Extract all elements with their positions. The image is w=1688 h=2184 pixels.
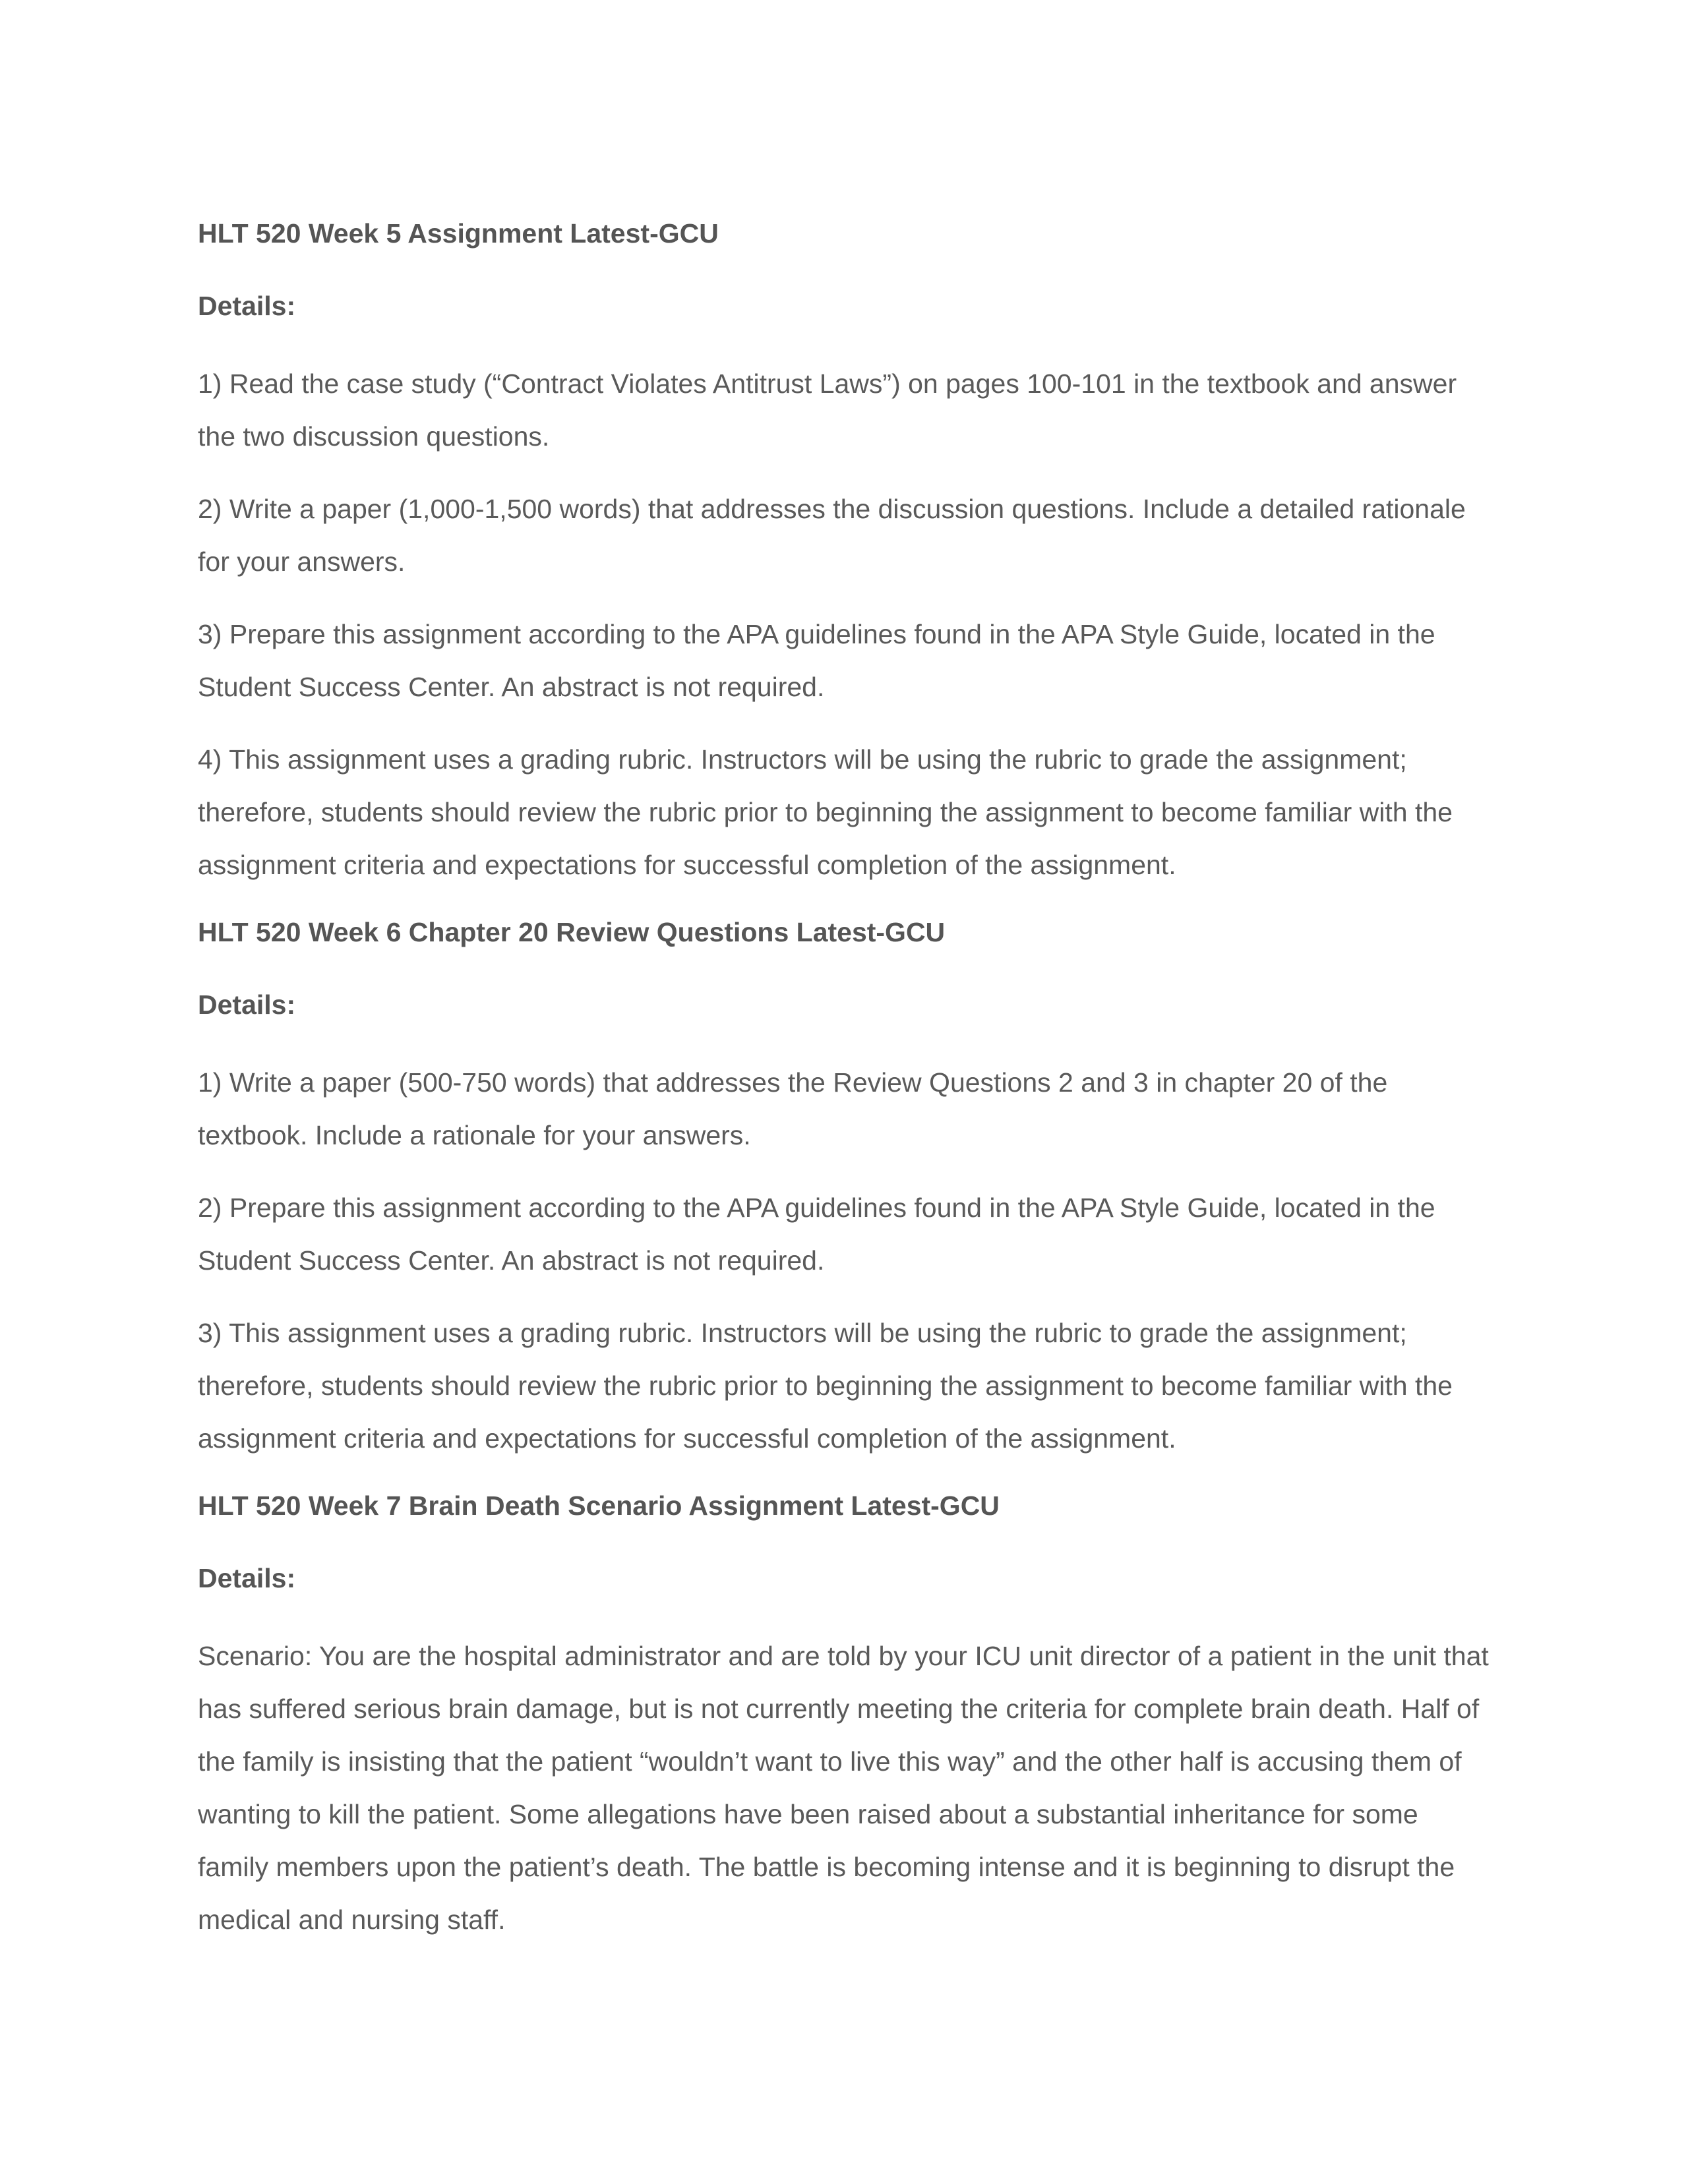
section-heading: HLT 520 Week 7 Brain Death Scenario Assignment Latest-GCU [198,1490,1000,1521]
paragraph: 1) Write a paper (500-750 words) that addresses the Review Questions 2 and 3 in chapter 20 of the textbook. Include a rationale for your answers. [198,1067,1388,1150]
paragraph: 4) This assignment uses a grading rubric. Instructors will be using the rubric to grade the assignment; therefore, students should review the rubric prior to beginning the assignment to become familiar with the assignment criteria and expectations for successful completion of the assignment. [198,744,1453,880]
paragraph: 1) Read the case study (“Contract Violates Antitrust Laws”) on pages 100-101 in the textbook and answer the two discussion questions. [198,369,1457,452]
details-label: Details: [198,989,296,1020]
paragraph: 2) Prepare this assignment according to the APA guidelines found in the APA Style Guide, located in the Student Success Center. An abstract is not required. [198,1193,1435,1276]
details-label: Details: [198,291,296,321]
paragraph: Scenario: You are the hospital administrator and are told by your ICU unit director of a patient in the unit that has suffered serious brain damage, but is not currently meeting the criteria for complete brain death. Half of the family is insisting that the patient “wouldn’t want to live this way” and the other half is accusing them of wanting to kill the patient. Some allegations have been raised about a substantial inheritance for some family members upon the patient’s death. The battle is becoming intense and it is beginning to disrupt the medical and nursing staff. [198,1641,1489,1935]
section-week-6 [198,911,1490,1465]
paragraph: 2) Write a paper (1,000-1,500 words) that addresses the discussion questions. Include a detailed rationale for your answers. [198,494,1466,577]
section-week-5 [198,212,1490,891]
paragraph: 3) Prepare this assignment according to the APA guidelines found in the APA Style Guide, located in the Student Success Center. An abstract is not required. [198,619,1435,702]
details-label: Details: [198,1563,296,1593]
section-week-7 [198,1485,1490,1946]
document-body [198,212,1490,1966]
section-heading: HLT 520 Week 6 Chapter 20 Review Questions Latest-GCU [198,917,946,947]
paragraph: 3) This assignment uses a grading rubric. Instructors will be using the rubric to grade the assignment; therefore, students should review the rubric prior to beginning the assignment to become familiar with the assignment criteria and expectations for successful completion of the assignment. [198,1318,1453,1454]
section-heading: HLT 520 Week 5 Assignment Latest-GCU [198,218,719,249]
